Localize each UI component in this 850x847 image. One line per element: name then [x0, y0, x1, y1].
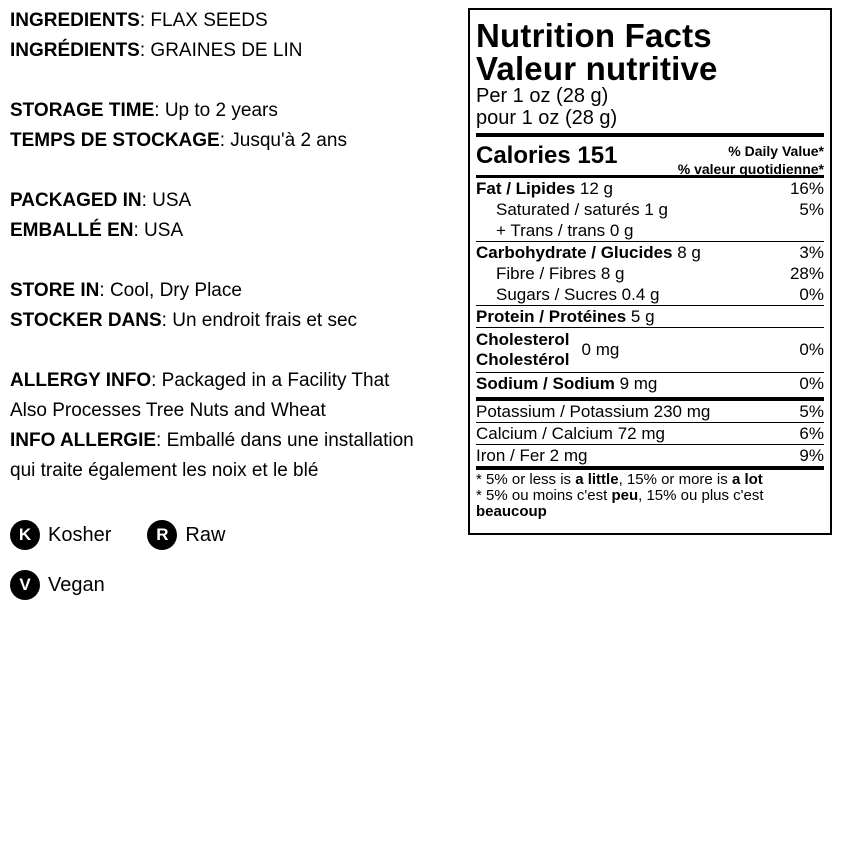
- kosher-badge: K Kosher: [10, 520, 111, 550]
- trans-row: + Trans / trans 0 g: [496, 221, 634, 240]
- raw-badge: R Raw: [147, 520, 225, 550]
- info-line: PACKAGED IN: USA: [10, 190, 192, 211]
- sugars-row: Sugars / Sucres 0.4 g 0%: [496, 285, 824, 304]
- nutrition-title-en: Nutrition Facts: [476, 17, 712, 54]
- calcium-row: Calcium / Calcium 72 mg 6%: [476, 424, 824, 443]
- fat-row: Fat / Lipides 12 g 16%: [476, 179, 824, 198]
- protein-row: Protein / Protéines 5 g: [476, 307, 655, 326]
- info-line: STORAGE TIME: Up to 2 years: [10, 100, 278, 121]
- calories-label: Calories 151: [476, 142, 618, 169]
- sodium-row: Sodium / Sodium 9 mg 0%: [476, 374, 824, 393]
- info-line: STORE IN: Cool, Dry Place: [10, 280, 242, 301]
- info-line: INFO ALLERGIE: Emballé dans une installation: [10, 430, 414, 451]
- serving-size-en: Per 1 oz (28 g): [476, 85, 609, 107]
- cholesterol-row: Cholesterol Cholestérol 0 mg 0%: [476, 330, 824, 369]
- daily-value-header: % Daily Value* % valeur quotidienne*: [677, 143, 824, 177]
- potassium-row: Potassium / Potassium 230 mg 5%: [476, 402, 824, 421]
- info-line: qui traite également les noix et le blé: [10, 460, 319, 481]
- info-line: INGRÉDIENTS: GRAINES DE LIN: [10, 40, 303, 61]
- fibre-row: Fibre / Fibres 8 g 28%: [496, 264, 824, 283]
- info-line: EMBALLÉ EN: USA: [10, 220, 184, 241]
- serving-size-fr: pour 1 oz (28 g): [476, 107, 618, 129]
- vegan-badge: V Vegan: [10, 570, 105, 600]
- vegan-icon: V: [10, 570, 40, 600]
- saturated-row: Saturated / saturés 1 g 5%: [496, 200, 824, 219]
- nutrition-title-fr: Valeur nutritive: [476, 50, 718, 87]
- info-line: STOCKER DANS: Un endroit frais et sec: [10, 310, 358, 331]
- calories-row: [476, 137, 824, 175]
- daily-value-footnote: * 5% or less is a little, 15% or more is a lot * 5% ou moins c'est peu, 15% ou plus c'est beaucoup: [476, 471, 764, 520]
- nutrition-facts-panel: [468, 8, 832, 535]
- raw-icon: R: [147, 520, 177, 550]
- info-line: ALLERGY INFO: Packaged in a Facility That: [10, 370, 390, 391]
- diet-badges: [10, 518, 261, 618]
- info-line: Also Processes Tree Nuts and Wheat: [10, 400, 326, 421]
- info-line: TEMPS DE STOCKAGE: Jusqu'à 2 ans: [10, 130, 347, 151]
- carbohydrate-row: Carbohydrate / Glucides 8 g 3%: [476, 243, 824, 262]
- kosher-icon: K: [10, 520, 40, 550]
- info-line: INGREDIENTS: FLAX SEEDS: [10, 10, 268, 31]
- product-info: [10, 6, 465, 486]
- iron-row: Iron / Fer 2 mg 9%: [476, 446, 824, 465]
